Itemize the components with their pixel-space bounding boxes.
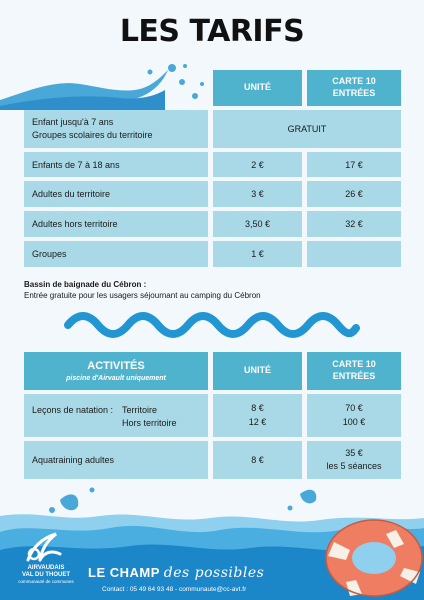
gratuit-cell: GRATUIT <box>213 110 401 148</box>
row-label-groupes: Groupes <box>24 241 208 267</box>
header-unite: UNITÉ <box>213 70 302 106</box>
price-carte-empty <box>307 241 401 267</box>
activites-header <box>24 352 208 390</box>
natation-label: Leçons de natation : <box>32 405 114 415</box>
row-label-enfant-7: Enfant jusqu'à 7 ans Groupes scolaires du territoire <box>24 110 208 148</box>
header-carte-10-activites: CARTE 10 ENTRÉES <box>307 352 401 390</box>
natation-unite: 8 € 12 € <box>213 394 302 437</box>
price-unite: 3 € <box>213 181 302 207</box>
header-unite-activites: UNITÉ <box>213 352 302 390</box>
aquatraining-unite: 8 € <box>213 441 302 479</box>
row-label-adultes-hors: Adultes hors territoire <box>24 211 208 237</box>
header-carte-10: CARTE 10 ENTRÉES <box>307 70 401 106</box>
natation-carte: 70 € 100 € <box>307 394 401 437</box>
page-title: LES TARIFS <box>119 14 305 49</box>
brand-slogan: LE CHAMP des possibles <box>88 565 265 581</box>
note-heading: Bassin de baignade du Cébron : <box>24 280 147 289</box>
cebron-note <box>24 280 261 302</box>
natation-territoire: Territoire <box>122 405 158 415</box>
contact-info: Contact : 05 49 64 93 48 - communaute@cc-avt.fr <box>102 586 247 593</box>
row-label-adultes-territoire: Adultes du territoire <box>24 181 208 207</box>
activites-subtitle: piscine d'Airvault uniquement <box>66 374 166 382</box>
price-unite: 2 € <box>213 152 302 177</box>
swim-ring-illustration <box>316 508 424 600</box>
aquatraining-carte: 35 € les 5 séances <box>307 441 401 479</box>
activites-title: ACTIVITÉS <box>87 360 145 373</box>
water-splash-illustration <box>0 60 215 110</box>
price-carte: 26 € <box>307 181 401 207</box>
price-unite: 3,50 € <box>213 211 302 237</box>
airvaudais-logo-icon <box>22 530 66 564</box>
price-carte: 32 € <box>307 211 401 237</box>
aquatraining-label: Aquatraining adultes <box>24 441 208 479</box>
note-text: Entrée gratuite pour les usagers séjournant au camping du Cébron <box>24 290 261 300</box>
row-label-7-18: Enfants de 7 à 18 ans <box>24 152 208 177</box>
airvaudais-logo-text: AIRVAUDAIS VAL DU THOUET communauté de communes <box>18 565 74 585</box>
price-carte: 17 € <box>307 152 401 177</box>
price-unite: 1 € <box>213 241 302 267</box>
natation-hors: Hors territoire <box>122 418 177 428</box>
wave-divider <box>64 310 360 340</box>
